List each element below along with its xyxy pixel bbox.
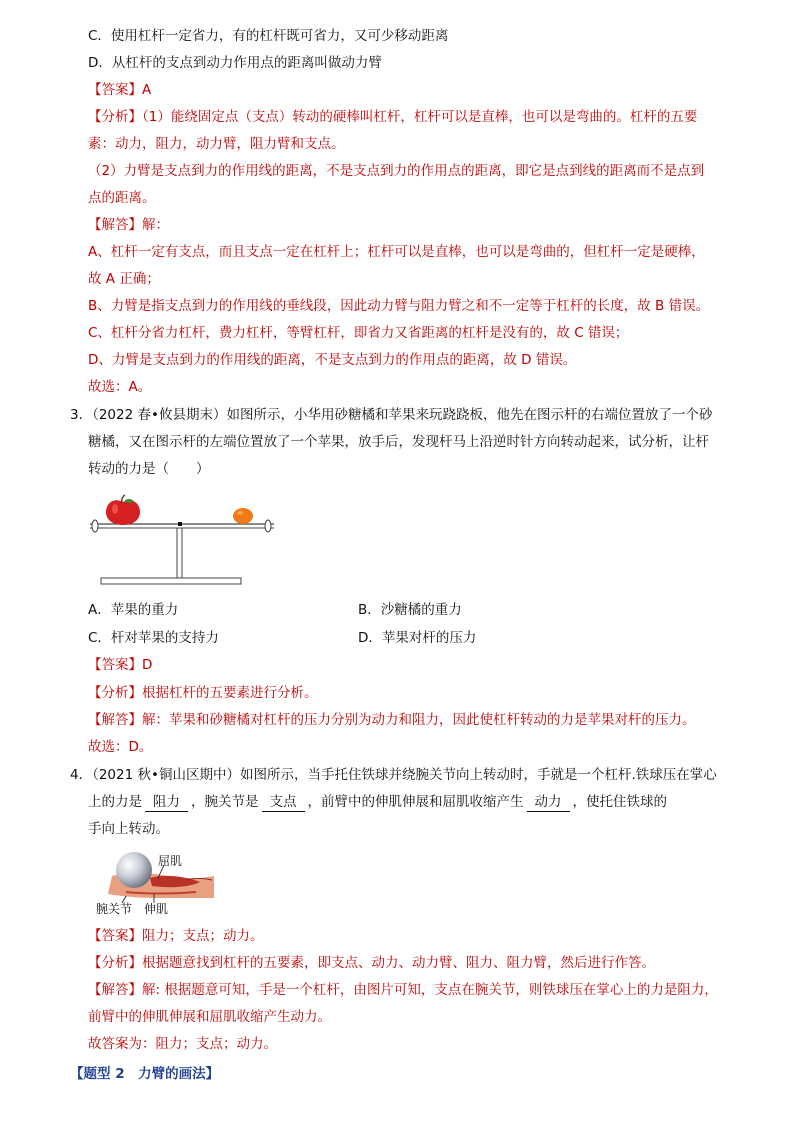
solution-a: A、杠杆一定有支点，而且支点一定在杠杆上；杠杆可以是直棒，也可以是弯曲的，但杠杆一定是硬棒， (88, 244, 705, 260)
iron-ball-icon (114, 850, 154, 890)
solution-tag: 【解答】 (88, 982, 142, 998)
solution-b: B、力臂是指支点到力的作用线的垂线段，因此动力臂与阻力臂之和不一定等于杠杆的长度，故 B 错误。 (88, 298, 710, 314)
q4-stem-cont-2: 手向上转动。 (88, 821, 169, 837)
analysis-tag: 【分析】 (88, 109, 142, 125)
label-extensor: 伸肌 (144, 902, 169, 916)
q4-stem-part-b: ，腕关节是 (191, 794, 259, 810)
solution-a-cont: 故 A 正确； (88, 271, 160, 287)
tangerine-icon (233, 508, 253, 524)
answer-tag: 【答案】 (88, 657, 142, 673)
solution-tag: 【解答】 (88, 712, 142, 728)
solution-text: 解：苹果和砂糖橘对杠杆的压力分别为动力和阻力，因此使杠杆转动的力是苹果对杆的压力。 (142, 712, 696, 728)
section-heading: 【题型 2 力臂的画法】 (70, 1066, 220, 1082)
solution-text: 解: 根据题意可知，手是一个杠杆，由图片可知，支点在腕关节，则铁球压在掌心上的力是阻力， (142, 982, 718, 998)
q4-solution-cont: 前臂中的伸肌伸展和屈肌收缩产生动力。 (88, 1009, 331, 1025)
analysis-tag: 【分析】 (88, 955, 142, 971)
q3-analysis-line (88, 683, 318, 703)
answer-value: A (142, 82, 152, 98)
pivot-stand (101, 522, 241, 584)
label-wrist: 腕关节 (96, 902, 133, 916)
q4-stem-part-c: ，前臂中的伸肌伸展和屈肌收缩产生 (307, 794, 524, 810)
answer-value: 阻力；支点；动力。 (142, 928, 264, 944)
q3-solution-line (88, 710, 696, 730)
solution-c: C、杠杆分省力杠杆，费力杠杆，等臂杠杆，即省力又省距离的杠杆是没有的，故 C 错误； (88, 325, 629, 341)
q3-stem: 3．（2022 春•攸县期末）如图所示，小华用砂糖橘和苹果来玩跷跷板，他先在图示杆的右端位置放了一个砂 (70, 407, 713, 423)
q3-option-a: A．苹果的重力 (88, 602, 179, 618)
seesaw-figure (86, 494, 278, 594)
solution-intro: 解： (142, 217, 169, 233)
q4-stem-part-a: 上的力是 (88, 794, 142, 810)
analysis-text: 根据杠杆的五要素进行分析。 (142, 685, 318, 701)
answer-value: D (142, 657, 153, 673)
solution-tag: 【解答】 (88, 217, 142, 233)
arm-figure (96, 848, 221, 918)
answer-line (88, 80, 151, 100)
analysis-text-2-cont: 点的距离。 (88, 190, 156, 206)
q3-conclusion: 故选：D。 (88, 739, 153, 755)
q4-stem-cont (88, 792, 667, 812)
analysis-text-cont: 素：动力，阻力，动力臂，阻力臂和支点。 (88, 136, 345, 152)
q3-option-c: C．杆对苹果的支持力 (88, 630, 219, 646)
q4-analysis-line (88, 953, 655, 973)
answer-tag: 【答案】 (88, 928, 142, 944)
blank-2: 支点 (262, 794, 305, 812)
q4-conclusion: 故答案为：阻力；支点；动力。 (88, 1036, 277, 1052)
conclusion: 故选：A。 (88, 379, 152, 395)
solution-line (88, 215, 169, 235)
option-d: D．从杠杆的支点到动力作用点的距离叫做动力臂 (88, 55, 382, 71)
q4-answer-line (88, 926, 264, 946)
q3-stem-cont-2: 转动的力是（ ） (88, 461, 210, 477)
analysis-text: 根据题意找到杠杆的五要素，即支点、动力、动力臂、阻力、阻力臂，然后进行作答。 (142, 955, 655, 971)
label-flexor: 屈肌 (158, 854, 183, 868)
q3-option-b: B．沙糖橘的重力 (358, 602, 462, 618)
q3-stem-cont: 糖橘，又在图示杆的左端位置放了一个苹果，放手后，发现杆马上沿逆时针方向转动起来，试分析，让杆 (88, 434, 709, 450)
blank-3: 动力 (527, 794, 570, 812)
apple-icon (106, 495, 140, 525)
q4-stem: 4．（2021 秋•铜山区期中）如图所示，当手托住铁球并绕腕关节向上转动时，手就是一个杠杆.铁球压在掌心 (70, 767, 717, 783)
analysis-text: （1）能绕固定点（支点）转动的硬棒叫杠杆，杠杆可以是直棒，也可以是弯曲的。杠杆的五要 (142, 109, 698, 125)
analysis-text-2: （2）力臂是支点到力的作用线的距离，不是支点到力的作用点的距离，即它是点到线的距离而不是点到 (88, 163, 705, 179)
analysis-tag: 【分析】 (88, 685, 142, 701)
option-c: C．使用杠杆一定省力，有的杠杆既可省力，又可少移动距离 (88, 28, 449, 44)
blank-1: 阻力 (145, 794, 188, 812)
answer-tag: 【答案】 (88, 82, 142, 98)
q4-stem-part-d: ，使托住铁球的 (572, 794, 667, 810)
solution-d: D、力臂是支点到力的作用线的距离，不是支点到力的作用点的距离，故 D 错误。 (88, 352, 577, 368)
q3-answer-line (88, 655, 152, 675)
analysis-line (88, 107, 697, 127)
q3-option-d: D．苹果对杆的压力 (358, 630, 477, 646)
q4-solution-line (88, 980, 718, 1000)
